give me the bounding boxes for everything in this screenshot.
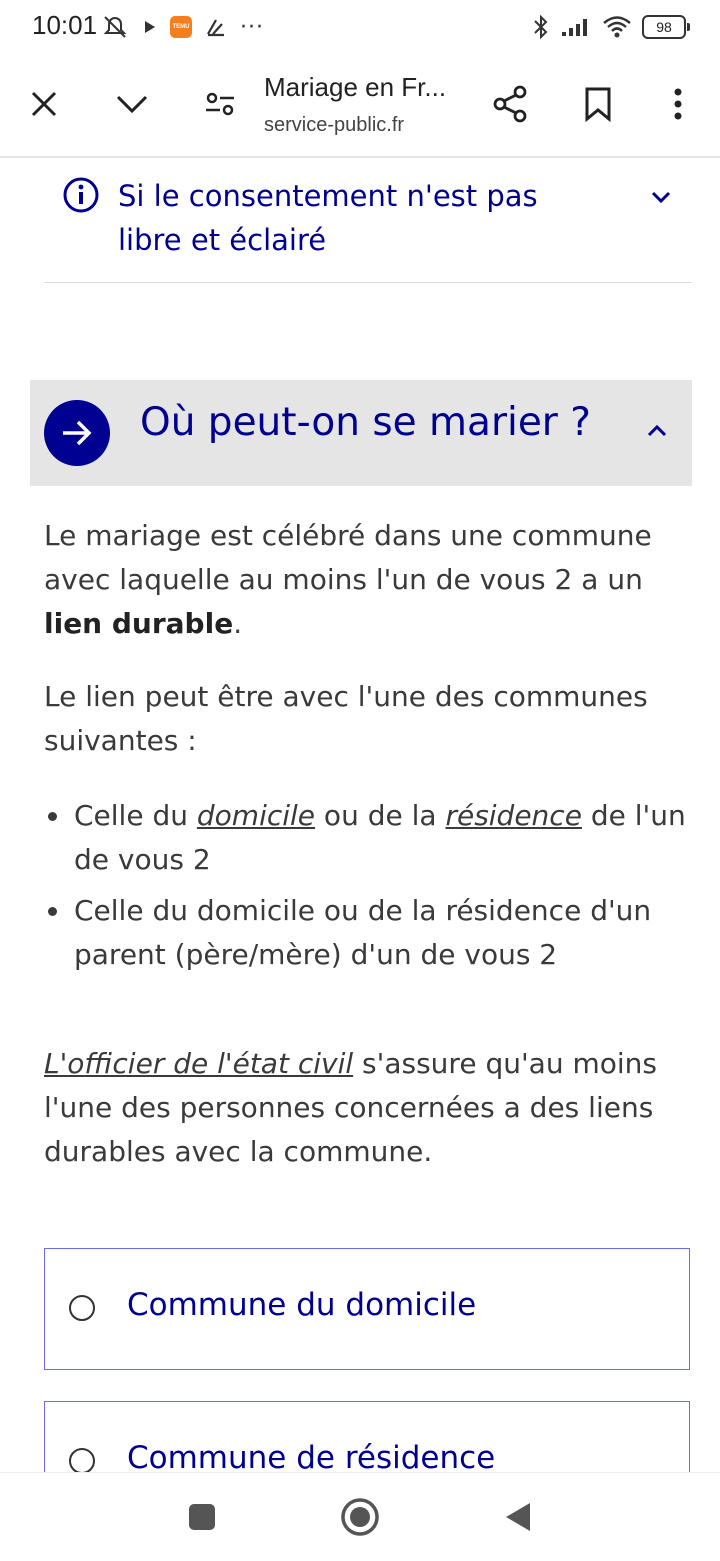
consent-accordion-label: Si le consentement n'est pas libre et éclairé	[118, 179, 538, 257]
page-content	[0, 158, 720, 1472]
bluetooth-icon	[532, 14, 550, 40]
list-item-text: Celle du domicile ou de la résidence d'un parent (père/mère) d'un de vous 2	[74, 894, 652, 971]
lien-durable-bold: lien durable	[44, 607, 234, 640]
info-icon	[62, 176, 100, 214]
section-header-where-to-marry[interactable]	[30, 380, 692, 486]
choice-label: Commune du domicile	[127, 1287, 477, 1323]
more-vert-icon	[673, 87, 683, 121]
chevron-down-icon	[115, 93, 149, 115]
choice-commune-residence[interactable]	[44, 1401, 690, 1472]
system-navigation-bar	[0, 1472, 720, 1561]
arrow-right-icon	[60, 419, 94, 447]
paragraph-officer-text: s'assure qu'au moins l'une des personnes concernées a des liens durables avec la commune.	[44, 1047, 657, 1168]
temu-label: TEMU	[172, 23, 190, 30]
battery-level: 98	[656, 19, 672, 35]
minimize-button[interactable]	[102, 74, 162, 134]
communes-list	[44, 794, 694, 984]
more-options-button[interactable]	[648, 74, 708, 134]
nav-back-icon	[503, 1501, 533, 1533]
choice-label: Commune de résidence	[127, 1440, 496, 1472]
home-button[interactable]	[338, 1495, 382, 1539]
temu-app-icon	[170, 16, 192, 38]
bookmark-icon	[583, 86, 613, 122]
back-button[interactable]	[496, 1495, 540, 1539]
status-system-icons	[532, 12, 686, 42]
status-bar	[0, 0, 720, 52]
close-icon	[29, 89, 59, 119]
choice-commune-domicile[interactable]	[44, 1248, 690, 1370]
page-settings-icon	[204, 90, 236, 118]
paragraph-communes: Le lien peut être avec l'une des communes suivantes :	[44, 680, 648, 757]
section-arrow-badge	[44, 400, 110, 466]
radio-icon[interactable]	[69, 1448, 95, 1472]
close-button[interactable]	[14, 74, 74, 134]
residence-link[interactable]: résidence	[445, 799, 582, 832]
share-icon	[492, 85, 528, 123]
officier-etat-civil-link[interactable]: L'officier de l'état civil	[44, 1047, 354, 1080]
paragraph-intro-text: Le mariage est célébré dans une commune avec laquelle au moins l'un de vous 2 a un	[44, 519, 652, 596]
page-settings-button[interactable]	[190, 74, 250, 134]
more-notifications-icon: ···	[240, 14, 264, 40]
recent-apps-button[interactable]	[180, 1495, 224, 1539]
radio-icon[interactable]	[69, 1295, 95, 1321]
nav-square-icon	[188, 1503, 216, 1531]
mute-icon	[100, 14, 130, 40]
paragraph-intro-end: .	[233, 607, 243, 640]
app-notification-icon	[204, 16, 228, 38]
battery-indicator	[642, 15, 686, 39]
browser-toolbar	[0, 52, 720, 158]
chevron-down-icon	[648, 184, 674, 210]
chevron-up-icon	[644, 418, 670, 444]
signal-icon	[560, 16, 592, 38]
list-item-text: de l'un de vous 2	[74, 799, 686, 876]
status-notification-icons	[100, 12, 264, 42]
paragraph-intro	[44, 514, 684, 646]
domicile-link[interactable]: domicile	[196, 799, 316, 832]
list-item	[44, 794, 694, 882]
list-item-text: ou de la	[315, 799, 446, 832]
share-button[interactable]	[480, 74, 540, 134]
list-item	[44, 889, 694, 977]
list-item-text: Celle du	[74, 799, 197, 832]
page-url: service-public.fr	[264, 114, 405, 136]
play-icon	[142, 18, 158, 36]
wifi-icon	[602, 15, 632, 39]
bookmark-button[interactable]	[568, 74, 628, 134]
section-title: Où peut-on se marier ?	[140, 400, 591, 445]
nav-home-icon	[340, 1497, 380, 1537]
status-time: 10:01	[32, 10, 98, 40]
paragraph-officer	[44, 1042, 684, 1174]
consent-accordion-item[interactable]	[44, 158, 692, 283]
page-title: Mariage en Fr...	[264, 72, 447, 102]
